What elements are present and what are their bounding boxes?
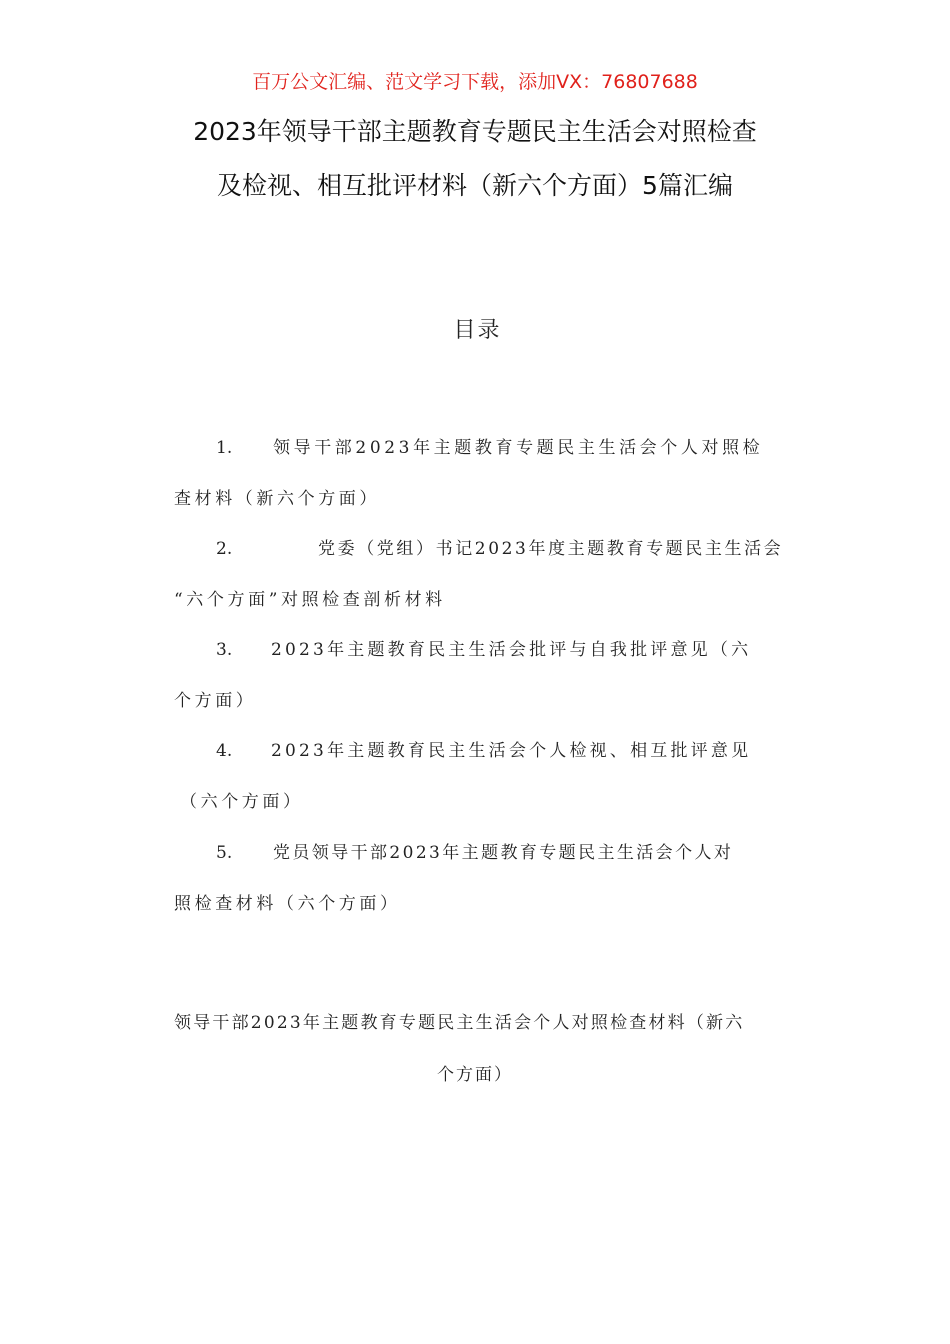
toc-item-1-text: 领导干部2023年主题教育专题民主生活会个人对照检: [273, 438, 764, 458]
toc-item-4-line-2: （六个方面）: [180, 792, 304, 812]
toc-item-5-line-2: 照检查材料（六个方面）: [174, 894, 401, 914]
toc-item-3-line-1: [216, 637, 751, 663]
toc-item-1-number: 1.: [216, 438, 233, 458]
toc-item-3-number: 3.: [216, 640, 233, 660]
toc-item-2-text: 党委（党组）书记2023年度主题教育专题民主生活会: [318, 539, 784, 559]
toc-item-1-line-2: 查材料（新六个方面）: [174, 489, 380, 509]
toc-item-5-line-1: [216, 840, 733, 866]
document-title-line-2: 及检视、相互批评材料（新六个方面）5篇汇编: [217, 171, 733, 200]
section-title-line-2: 个方面）: [437, 1065, 513, 1085]
toc-item-5-number: 5.: [216, 843, 233, 863]
toc-item-3-text: 2023年主题教育民主生活会批评与自我批评意见（六: [271, 640, 752, 660]
toc-item-4-number: 4.: [216, 741, 233, 761]
document-title-line-1: 2023年领导干部主题教育专题民主生活会对照检查: [193, 117, 757, 146]
toc-item-4-text: 2023年主题教育民主生活会个人检视、相互批评意见: [271, 741, 752, 761]
toc-item-4-line-1: [216, 738, 751, 764]
watermark-banner: 百万公文汇编、范文学习下载，添加VX：76807688: [252, 71, 698, 93]
toc-item-2-line-2: “六个方面”对照检查剖析材料: [174, 590, 446, 610]
section-title-line-1: 领导干部2023年主题教育专题民主生活会个人对照检查材料（新六: [174, 1013, 745, 1033]
toc-item-5-text: 党员领导干部2023年主题教育专题民主生活会个人对: [273, 843, 734, 863]
toc-item-1-line-1: [216, 435, 763, 461]
toc-heading: 目录: [453, 318, 502, 343]
toc-item-2-line-1: [216, 536, 783, 562]
toc-item-2-number: 2.: [216, 539, 233, 559]
toc-item-3-line-2: 个方面）: [174, 691, 257, 711]
